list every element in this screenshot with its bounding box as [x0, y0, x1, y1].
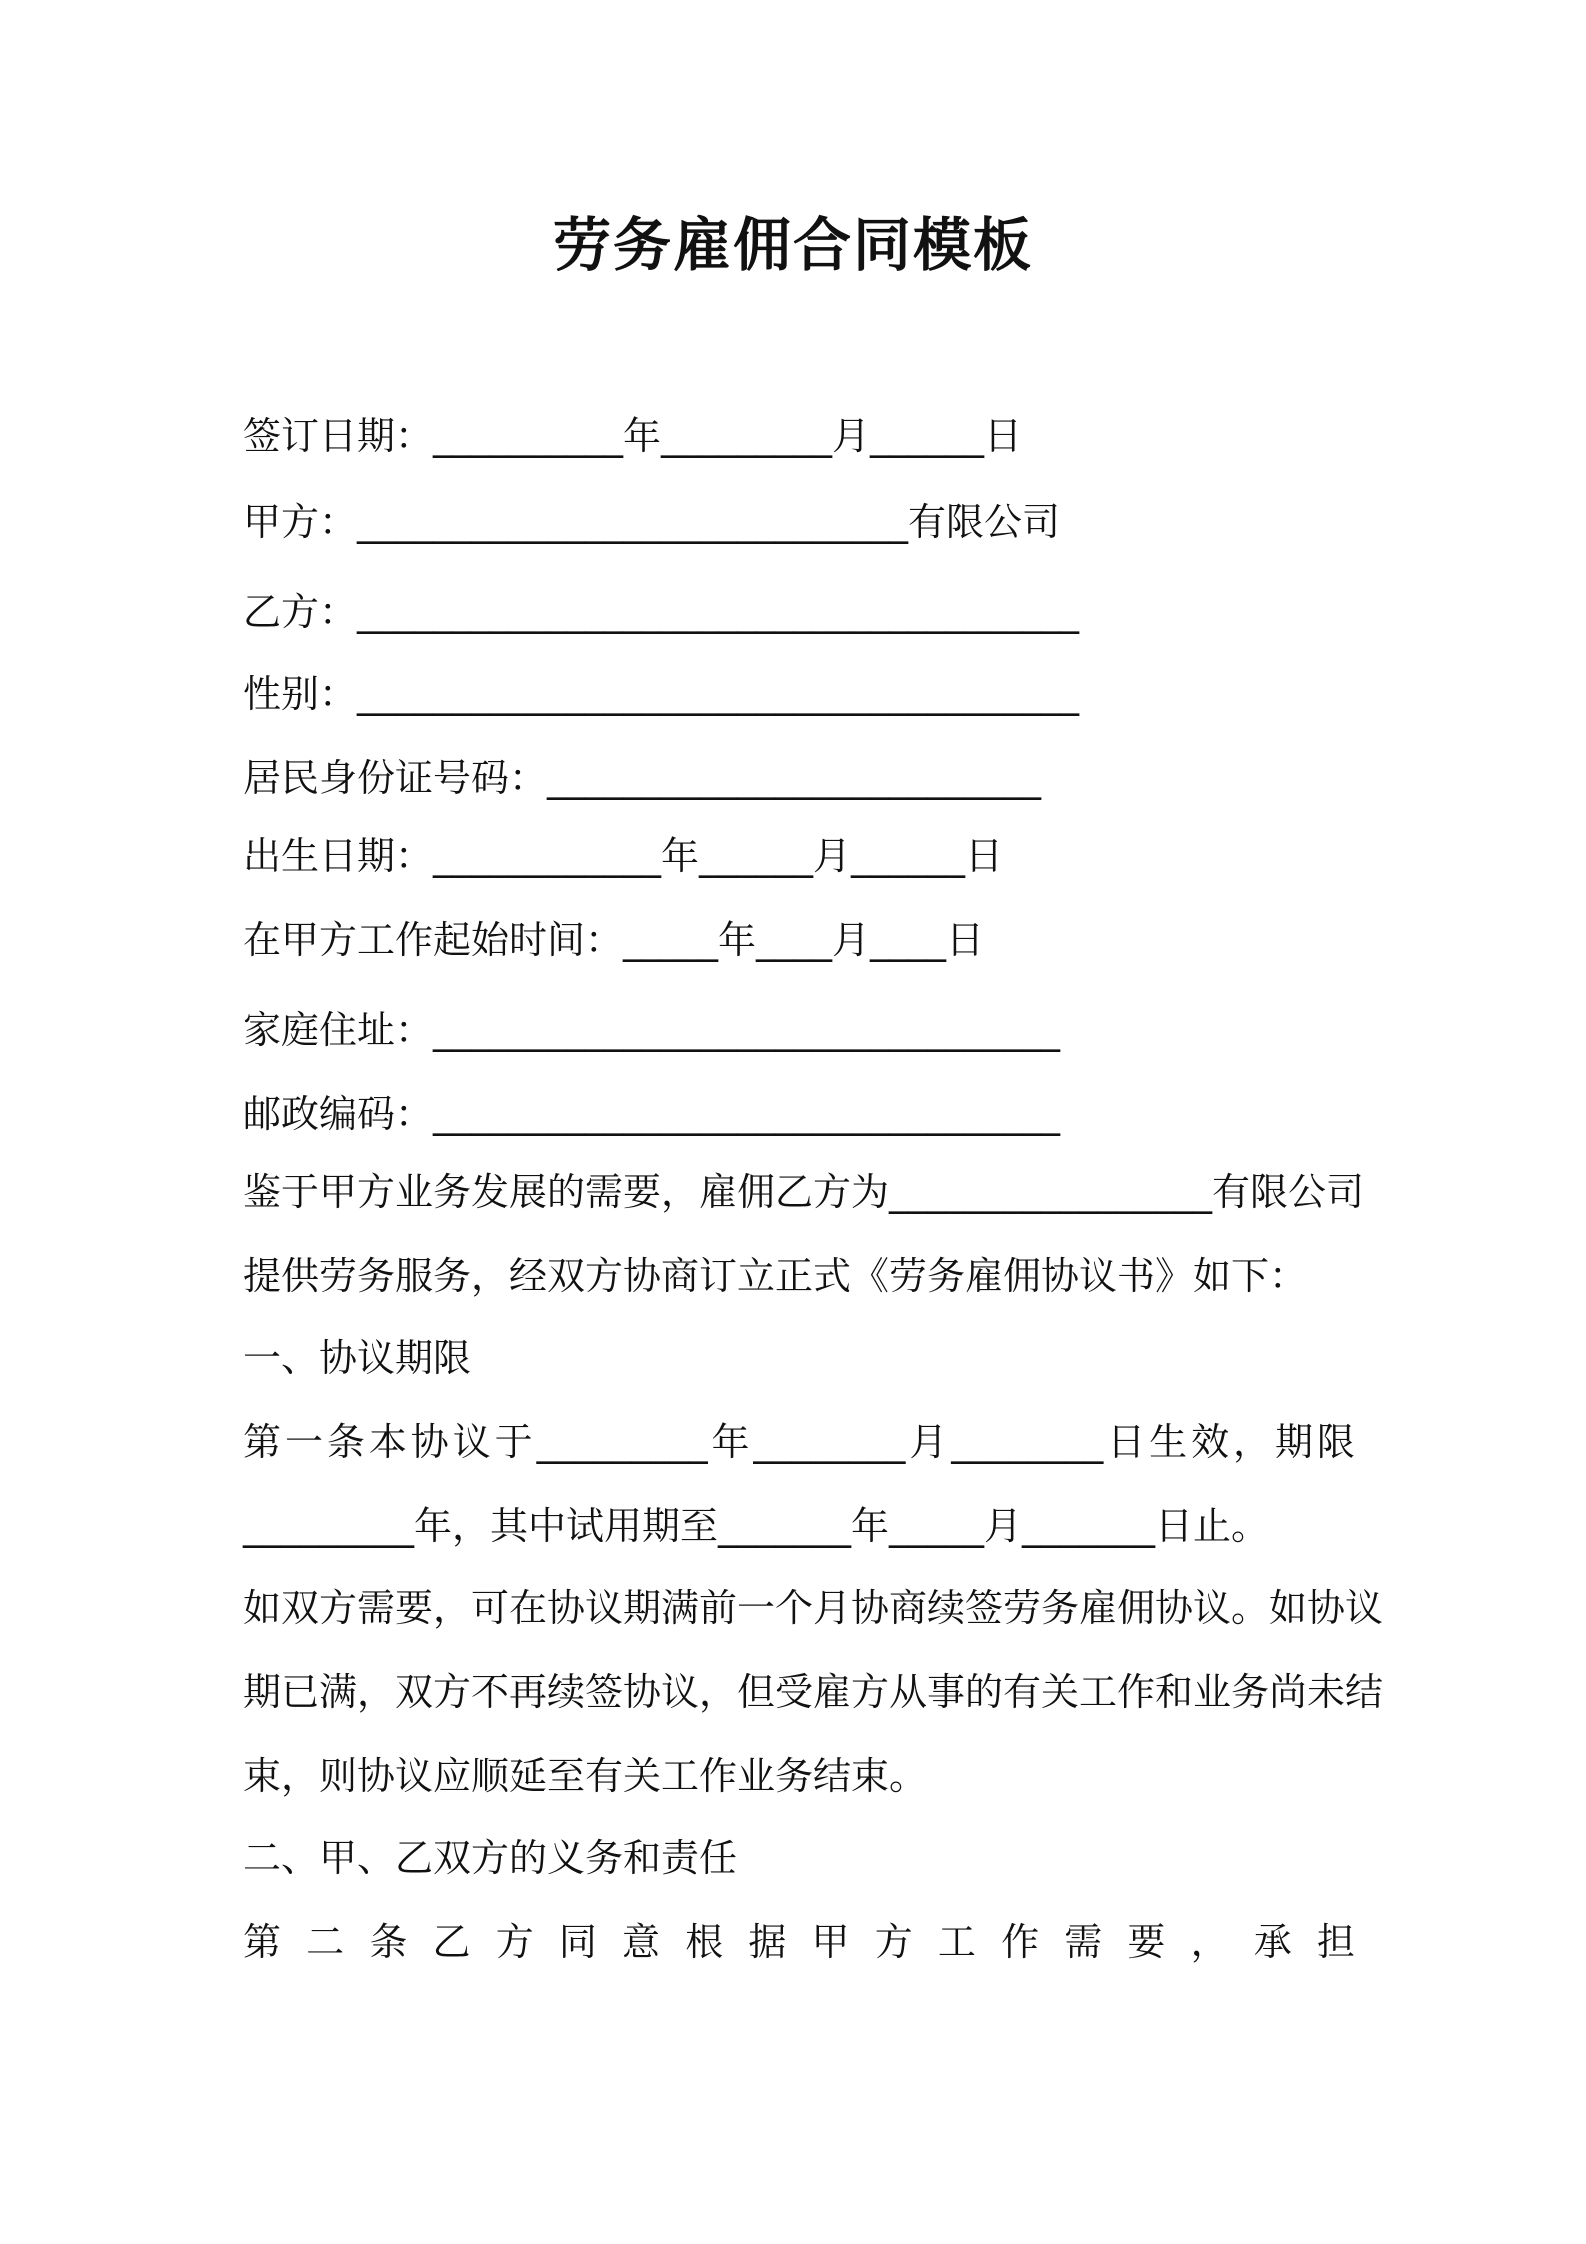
article-2-glyph: 条: [369, 1920, 408, 1964]
section-1-heading: 一、协议期限: [243, 1336, 472, 1380]
birth-date-field: 出生日期：____________年______月______日: [243, 834, 1004, 878]
article-1-glyph: 效: [1191, 1420, 1230, 1464]
article-1-glyph: 日: [1107, 1420, 1146, 1464]
article-2-glyph: 需: [1064, 1920, 1103, 1964]
article-2-glyph: 二: [306, 1920, 345, 1964]
document-title: 劳务雇佣合同模板: [552, 211, 1033, 279]
article-2-glyph: 乙: [432, 1920, 471, 1964]
article-2-glyph: 意: [622, 1920, 661, 1964]
article-1-glyph: 期: [1274, 1420, 1313, 1464]
article-2-glyph: 第: [243, 1920, 282, 1964]
article-2-glyph: 据: [748, 1920, 787, 1964]
section-2-heading: 二、甲、乙双方的义务和责任: [243, 1836, 738, 1880]
party-a-field: 甲方：_____________________________有限公司: [243, 500, 1061, 544]
article-2-line-1: [243, 1914, 1355, 1970]
article-1-line-2: _________年，其中试用期至_______年_____月_______日止。: [243, 1504, 1270, 1548]
article-2-glyph: 方: [874, 1920, 913, 1964]
article-1-blank: ________: [951, 1420, 1104, 1464]
article-1-glyph: 一: [284, 1420, 323, 1464]
article-1-blank: _________: [536, 1420, 708, 1464]
article-2-glyph: 工: [937, 1920, 976, 1964]
article-1-glyph: ，: [1233, 1420, 1272, 1464]
id-number-field: 居民身份证号码：__________________________: [243, 756, 1042, 800]
article-2-glyph: 同: [558, 1920, 597, 1964]
article-2-glyph: 承: [1253, 1920, 1292, 1964]
renewal-line-1: 如双方需要，可在协议期满前一个月协商续签劳务雇佣协议。如协议: [243, 1586, 1384, 1630]
gender-field: 性别：______________________________________: [243, 672, 1080, 716]
article-1-glyph: 协: [410, 1420, 449, 1464]
sign-date-field: 签订日期：__________年_________月______日: [243, 414, 1023, 458]
article-2-glyph: 担: [1316, 1920, 1355, 1964]
article-1-glyph: 第: [243, 1420, 282, 1464]
article-1-glyph: 年: [711, 1420, 750, 1464]
article-1-glyph: 于: [494, 1420, 533, 1464]
preamble-line-1: 鉴于甲方业务发展的需要，雇佣乙方为_________________有限公司: [243, 1170, 1365, 1214]
article-1-line-1: [243, 1414, 1355, 1470]
start-date-field: 在甲方工作起始时间：_____年____月____日: [243, 918, 985, 962]
article-1-glyph: 月: [909, 1420, 948, 1464]
article-1-blank: ________: [753, 1420, 906, 1464]
article-2-glyph: 作: [1001, 1920, 1040, 1964]
home-address-field: 家庭住址：_________________________________: [243, 1008, 1061, 1052]
renewal-line-3: 束，则协议应顺延至有关工作业务结束。: [243, 1754, 928, 1798]
article-2-glyph: ，: [1190, 1920, 1229, 1964]
article-1-glyph: 条: [326, 1420, 365, 1464]
article-1-glyph: 议: [452, 1420, 491, 1464]
postal-code-field: 邮政编码：_________________________________: [243, 1092, 1061, 1136]
party-b-field: 乙方：______________________________________: [243, 590, 1080, 634]
article-2-glyph: 根: [685, 1920, 724, 1964]
article-2-glyph: 要: [1127, 1920, 1166, 1964]
article-2-glyph: 方: [495, 1920, 534, 1964]
article-1-glyph: 生: [1149, 1420, 1188, 1464]
preamble-line-2: 提供劳务服务，经双方协商订立正式《劳务雇佣协议书》如下：: [243, 1254, 1308, 1298]
article-1-glyph: 限: [1316, 1420, 1355, 1464]
renewal-line-2: 期已满，双方不再续签协议，但受雇方从事的有关工作和业务尚未结: [243, 1670, 1384, 1714]
article-2-glyph: 甲: [811, 1920, 850, 1964]
article-1-glyph: 本: [368, 1420, 407, 1464]
